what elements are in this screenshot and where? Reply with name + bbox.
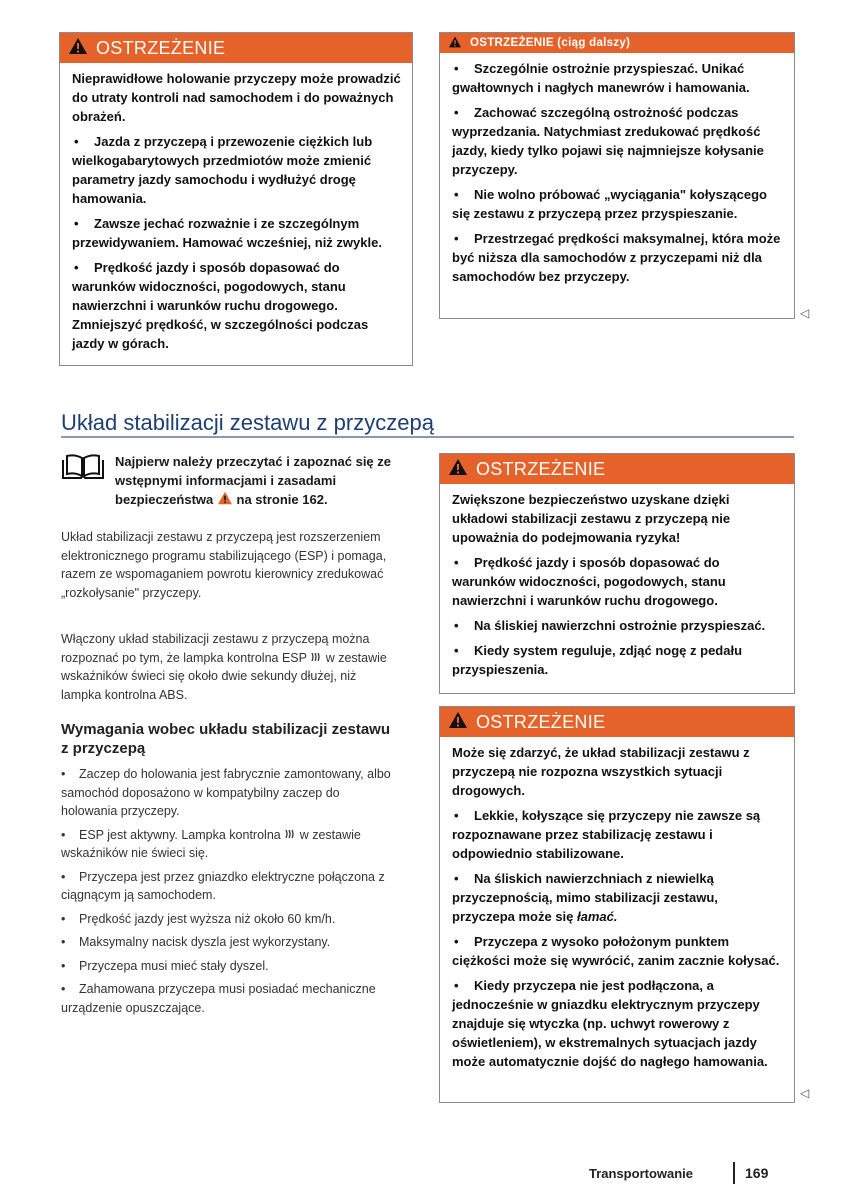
trailer-lamp-icon [284, 828, 296, 840]
warning-bullet: • Nie wolno próbować „wyciągania" kołyszącego się zestawu z przyczepą przez przyspieszanie. [452, 187, 767, 221]
list-item: • Przyczepa musi mieć stały dyszel. [61, 958, 269, 973]
requirements-list [61, 765, 396, 1022]
reference-note [61, 452, 401, 509]
warning-header [440, 454, 794, 484]
list-item: • Przyczepa jest przez gniazdko elektryczne połączona z ciągnącym ją samochodem. [61, 869, 385, 902]
body-paragraph: Układ stabilizacji zestawu z przyczepą jest rozszerzeniem elektronicznego programu stabilizującego (ESP) i pomaga, razem ze wspomaganiem powrotu kierownicy zredukować „rozkołysanie" przyczepy. [61, 530, 387, 600]
warning-box-2 [439, 453, 795, 694]
note-page-ref[interactable]: na stronie 162. [236, 492, 328, 507]
warning-triangle-icon [68, 37, 88, 60]
page-number: 169 [745, 1165, 769, 1181]
warning-bullet: • Prędkość jazdy i sposób dopasować do warunków widoczności, pogodowych, stanu nawierzchni i warunków ruchu drogowego. [452, 555, 726, 608]
warning-bullet: • Kiedy przyczepa nie jest podłączona, a jednocześnie w gniazdku elektrycznym przyczepy znajduje się wtyczka (np. uchwyt rowerowy z oświetleniem), w ekstremalnych sytuacjach jazdy może automatycznie dojść do nagłego hamowania. [452, 978, 768, 1069]
warning-triangle-icon [448, 711, 468, 734]
section-divider [61, 436, 794, 438]
warning-triangle-icon [448, 458, 468, 481]
warning-triangle-icon [217, 491, 233, 505]
note-text: Najpierw należy przeczytać i zapoznać się ze wstępnymi informacjami i zasadami bezpieczeństwa [115, 454, 392, 507]
warning-title: OSTRZEŻENIE [476, 711, 606, 732]
warning-header [60, 33, 412, 63]
warning-header [440, 33, 794, 53]
warning-bullet: • Przestrzegać prędkości maksymalnej, która może być niższa dla samochodów z przyczepami niż dla samochodów bez przyczepy. [452, 231, 781, 284]
warning-title: OSTRZEŻENIE (ciąg dalszy) [470, 37, 631, 49]
warning-title: OSTRZEŻENIE [96, 37, 226, 58]
warning-title: OSTRZEŻENIE [476, 458, 606, 479]
warning-intro: Nieprawidłowe holowanie przyczepy może prowadzić do utraty kontroli nad samochodem i do poważnych obrażeń. [72, 71, 401, 124]
warning-bullet: • Prędkość jazdy i sposób dopasować do warunków widoczności, pogodowych, stanu nawierzchni i warunków ruchu drogowego. Zmniejszyć prędkość, w szczególności podczas jazdy w górach. [72, 260, 369, 351]
warning-bullet: • Lekkie, kołyszące się przyczepy nie zawsze są rozpoznawane przez stabilizację zestawu i odpowiednio stabilizowane. [452, 808, 761, 861]
requirements-heading: Wymagania wobec układu stabilizacji zestawu z przyczepą [61, 721, 390, 757]
back-arrow-icon[interactable]: ◁ [800, 1086, 810, 1100]
warning-bullet: • Kiedy system reguluje, zdjąć nogę z pedału przyspieszenia. [452, 643, 743, 677]
warning-triangle-icon [448, 36, 462, 51]
warning-bullet: • Na śliskich nawierzchniach z niewielką przyczepnością, mimo stabilizacji zestawu, przyczepa może się łamać. [452, 871, 718, 924]
section-title: Układ stabilizacji zestawu z przyczepą [61, 410, 434, 435]
warning-box-1 [59, 32, 413, 366]
warning-box-1-continued [439, 32, 795, 319]
footer-section-name: Transportowanie [589, 1166, 694, 1181]
warning-bullet: • Zawsze jechać rozważnie i ze szczególnym przewidywaniem. Hamować wcześniej, niż zwykle. [72, 216, 382, 250]
warning-bullet: • Na śliskiej nawierzchni ostrożnie przyspieszać. [454, 618, 766, 633]
list-item: • Prędkość jazdy jest wyższa niż około 60 km/h. [61, 911, 336, 926]
list-item: • Zahamowana przyczepa musi posiadać mechaniczne urządzenie opuszczające. [61, 982, 376, 1015]
warning-header [440, 707, 794, 737]
warning-intro: Zwiększone bezpieczeństwo uzyskane dzięki układowi stabilizacji zestawu z przyczepą nie upoważnia do podejmowania ryzyka! [452, 492, 731, 545]
warning-bullet: • Szczególnie ostrożnie przyspieszać. Unikać gwałtownych i nagłych manewrów i hamowania. [452, 61, 750, 95]
warning-intro: Może się zdarzyć, że układ stabilizacji zestawu z przyczepą nie rozpozna wszystkich sytuacji drogowych. [452, 745, 750, 798]
warning-bullet: • Zachować szczególną ostrożność podczas wyprzedzania. Natychmiast zredukować prędkość jazdy, kiedy tylko pojawi się najmniejsze kołysanie przyczepy. [452, 105, 764, 177]
warning-bullet: • Przyczepa z wysoko położonym punktem ciężkości może się wywrócić, zanim zacznie kołysać. [452, 934, 780, 968]
list-item: • ESP jest aktywny. Lampka kontrolna w zestawie wskaźników nie świeci się. [61, 827, 361, 860]
list-item: • Maksymalny nacisk dyszla jest wykorzystany. [61, 935, 331, 949]
list-item: • Zaczep do holowania jest fabrycznie zamontowany, albo samochód doposażono w kompatybilny zaczep do holowania przyczepy. [61, 767, 391, 818]
body-paragraph: Włączony układ stabilizacji zestawu z przyczepą można rozpoznać po tym, że lampka kontrolna ESP w zestawie wskaźników świeci się około dwie sekundy dłużej, niż lampka kontrolna ABS. [61, 632, 387, 702]
warning-box-3 [439, 706, 795, 1103]
back-arrow-icon[interactable]: ◁ [800, 306, 810, 320]
trailer-lamp-icon [310, 651, 322, 663]
warning-bullet: • Jazda z przyczepą i przewozenie ciężkich lub wielkogabarytowych przedmiotów może zmienić parametry jazdy samochodu i wydłużyć drogę hamowania. [72, 134, 373, 206]
footer-divider [733, 1162, 735, 1184]
book-icon [61, 454, 105, 480]
